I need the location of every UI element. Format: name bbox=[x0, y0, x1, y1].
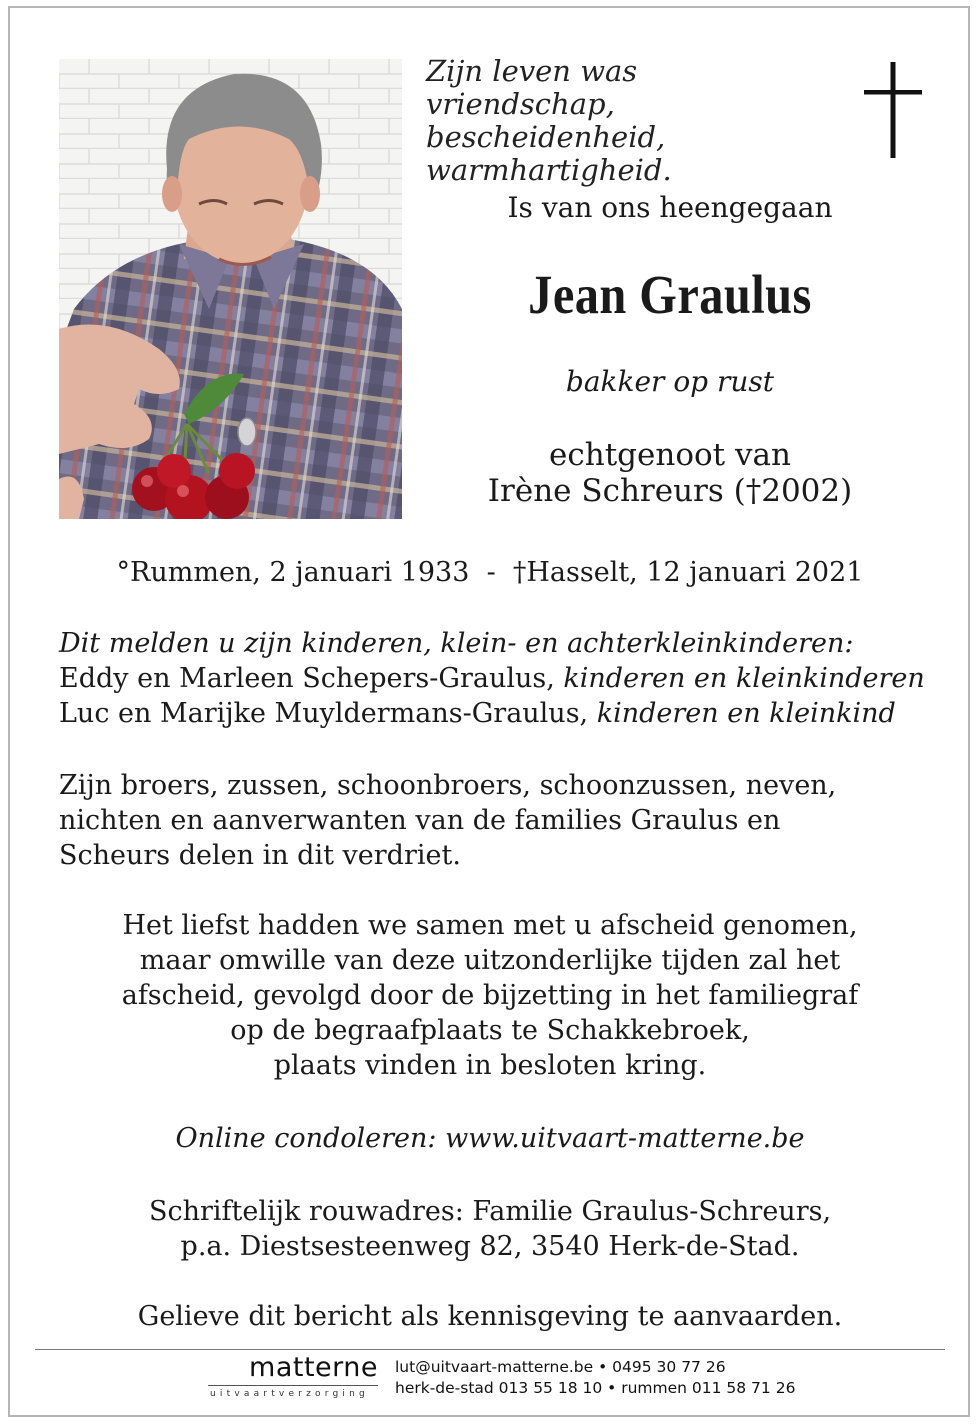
contact-email-phone[interactable]: lut@uitvaart-matterne.be • 0495 30 77 26 bbox=[395, 1358, 726, 1376]
farewell-line: maar omwille van deze uitzonderlijke tijden zal het bbox=[139, 945, 841, 976]
matterne-logo bbox=[208, 1354, 378, 1404]
motto-line: warmhartigheid. bbox=[426, 153, 672, 187]
child-names: Luc en Marijke Muyldermans-Graulus, bbox=[59, 698, 589, 729]
footer-divider bbox=[35, 1349, 945, 1350]
child-line bbox=[59, 661, 939, 696]
announcement bbox=[59, 626, 939, 731]
contact-info bbox=[395, 1357, 795, 1399]
child-relation: kinderen en kleinkinderen bbox=[554, 663, 925, 694]
deceased-name: Jean Graulus bbox=[528, 264, 812, 325]
closing-note: Gelieve dit bericht als kennisgeving te aanvaarden. bbox=[137, 1301, 843, 1332]
motto-line: Zijn leven was bbox=[426, 54, 638, 88]
mourning-address bbox=[0, 1194, 980, 1264]
farewell-line: plaats vinden in besloten kring. bbox=[273, 1050, 707, 1081]
birth-death-dates: °Rummen, 2 januari 1933 - †Hasselt, 12 januari 2021 bbox=[116, 557, 864, 588]
farewell-text bbox=[0, 908, 980, 1083]
logo-underline bbox=[208, 1385, 378, 1386]
online-condolences-link[interactable]: Online condoleren: www.uitvaart-matterne.be bbox=[175, 1123, 805, 1154]
farewell-line: op de begraafplaats te Schakkebroek, bbox=[230, 1015, 750, 1046]
intro-text: Is van ons heengegaan bbox=[507, 191, 833, 224]
family-line: Zijn broers, zussen, schoonbroers, schoonzussen, neven, bbox=[59, 770, 837, 801]
family-line: Scheurs delen in dit verdriet. bbox=[59, 840, 461, 871]
spouse-line: echtgenoot van bbox=[549, 437, 791, 473]
motto-line: vriendschap, bescheidenheid, bbox=[426, 87, 666, 154]
child-names: Eddy en Marleen Schepers-Graulus, bbox=[59, 663, 555, 694]
motto bbox=[426, 55, 846, 187]
spouse-line: Irène Schreurs (†2002) bbox=[487, 473, 853, 509]
farewell-line: afscheid, gevolgd door de bijzetting in het familiegraf bbox=[121, 980, 859, 1011]
portrait-photo bbox=[59, 59, 402, 519]
address-line: p.a. Diestsesteenweg 82, 3540 Herk-de-Stad. bbox=[180, 1231, 800, 1262]
family-mention bbox=[59, 768, 939, 873]
child-line bbox=[59, 696, 939, 731]
child-relation: kinderen en kleinkind bbox=[588, 698, 896, 729]
spouse-info bbox=[420, 437, 920, 509]
occupation: bakker op rust bbox=[565, 365, 775, 398]
contact-phones[interactable]: herk-de-stad 013 55 18 10 • rummen 011 58 71 26 bbox=[395, 1379, 796, 1397]
family-line: nichten en aanverwanten van de families Graulus en bbox=[59, 805, 781, 836]
farewell-line: Het liefst hadden we samen met u afscheid genomen, bbox=[122, 910, 858, 941]
logo-subtitle: uitvaartverzorging bbox=[210, 1389, 369, 1399]
logo-wordmark: matterne bbox=[249, 1352, 378, 1383]
cross-icon bbox=[864, 62, 922, 158]
address-line: Schriftelijk rouwadres: Familie Graulus-Schreurs, bbox=[148, 1196, 832, 1227]
announcement-intro: Dit melden u zijn kinderen, klein- en achterkleinkinderen: bbox=[59, 628, 854, 659]
